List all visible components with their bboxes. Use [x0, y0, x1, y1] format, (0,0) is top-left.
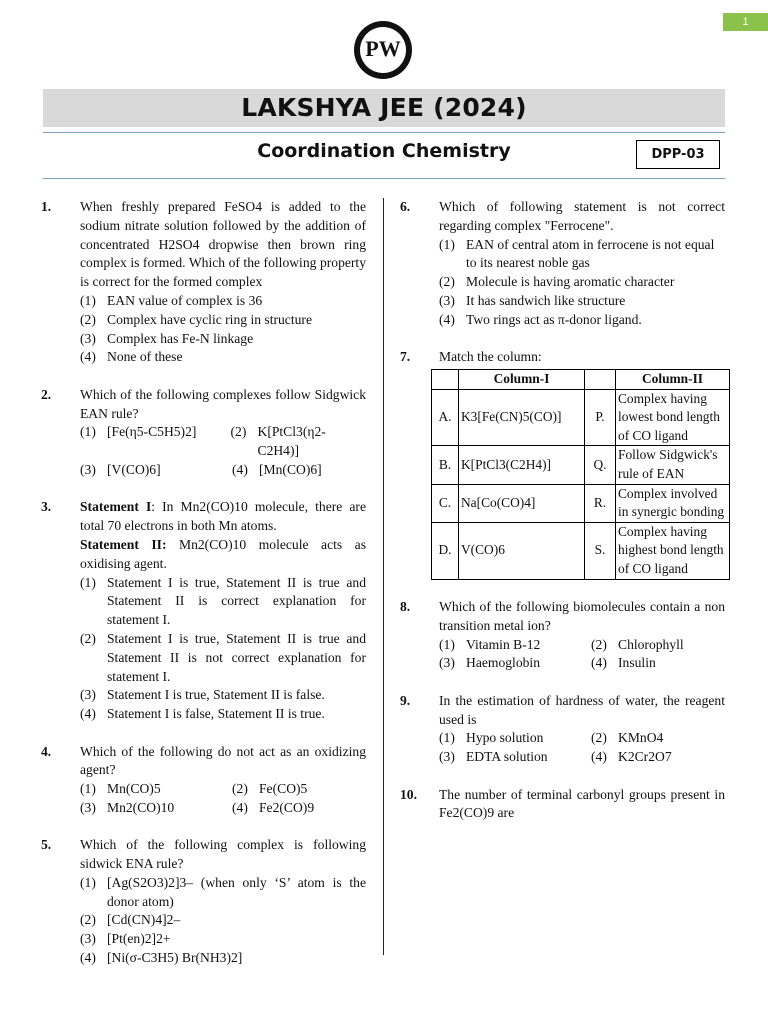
question-text: When freshly prepared FeSO4 is added to the sodium nitrate solution followed by the addition of concentrated H2SO4 dropwise then brown ring complex is formed. Which of the following property is correct for the formed complex: [80, 199, 366, 290]
question-6: 6. Which of following statement is not correct regarding complex "Ferrocene". (1) EAN of central atom in ferrocene is not equal to its nearest noble gas (2) Molecule is having aromatic character (3) It has sandwich like structure (4) Two rings act as π-donor ligand.: [400, 199, 725, 327]
exam-title: LAKSHYA JEE (2024): [43, 89, 725, 127]
column-divider: [383, 198, 384, 955]
question-1: 1. When freshly prepared FeSO4 is added to the sodium nitrate solution followed by the addition of concentrated H2SO4 dropwise then brown ring complex is formed. Which of the following property is correct for the formed complex (1) EAN value of complex is 36 (2) Complex have cyclic ring in structure (3) Complex has Fe-N linkage (4) None of these: [41, 199, 366, 365]
pw-logo: [353, 16, 413, 84]
table-row: D. V(CO)6 S. Complex having highest bond length of CO ligand: [432, 522, 730, 579]
question-10: 10. The number of terminal carbonyl groups present in Fe2(CO)9 are: [400, 786, 725, 821]
header-rule: [43, 132, 725, 133]
page-number: 1: [723, 13, 768, 31]
question-5: 5. Which of the following complex is following sidwick ENA rule? (1) [Ag(S2O3)2]3– (when only ‘S’ atom is the donor atom) (2) [Cd(CN)4]2– (3) [Pt(en)2]2+ (4) [Ni(σ-C3H5) Br(NH3)2]: [41, 837, 366, 966]
question-4: 4. Which of the following do not act as an oxidizing agent? (1) Mn(CO)5 (2) Fe(CO)5 (3) Mn2(CO)10 (4) Fe2(CO)9: [41, 743, 366, 815]
subject-title: Coordination Chemistry: [257, 140, 511, 162]
question-3: 3. Statement I: In Mn2(CO)10 molecule, there are total 70 electrons in both Mn atoms. Statement II: Mn2(CO)10 molecule acts as oxidising agent. (1) Statement I is true, Statement II is true and Statement II is correct explanation for statement I. (2) Statement I is true, Statement II is true and Statement II is not correct explanation for statement I. (3) Statement I is true, Statement II is false. (4) Statement I is false, Statement II is true.: [41, 499, 366, 722]
question-8: 8. Which of the following biomolecules contain a non transition metal ion? (1) Vitamin B-12 (2) Chlorophyll (3) Haemoglobin (4) Insulin: [400, 599, 725, 671]
question-9: 9. In the estimation of hardness of water, the reagent used is (1) Hypo solution (2) KMnO4 (3) EDTA solution (4) K2Cr2O7: [400, 692, 725, 765]
dpp-code-box: DPP-03: [636, 140, 720, 169]
question-2: 2. Which of the following complexes follow Sidgwick EAN rule? (1) [Fe(η5-C5H5)2] (2) K[PtCl3(η2-C2H4)] (3) [V(CO)6] (4) [Mn(CO)6]: [41, 386, 366, 477]
subject-rule: [43, 178, 725, 179]
table-row: C. Na[Co(CO)4] R. Complex involved in synergic bonding: [432, 484, 730, 522]
question-7: 7. Match the column: Column-I Column-II A. K3[Fe(CN)5(CO)] P. Complex having lowest bond length of CO ligand B. K[PtCl3(C2H4)] Q. Follow Sidgwick's rule of EAN C. Na[Co(CO)4] R. Complex involved in synergic bonding D. V(CO)6 S. Complex having highest bond length of CO ligand: [400, 348, 725, 579]
question-text: Which of the following complexes follow Sidgwick EAN rule?: [80, 386, 366, 421]
right-column: [400, 198, 725, 842]
left-column: [41, 198, 366, 986]
table-row: B. K[PtCl3(C2H4)] Q. Follow Sidgwick's rule of EAN: [432, 446, 730, 484]
match-table: Column-I Column-II A. K3[Fe(CN)5(CO)] P. Complex having lowest bond length of CO ligand B. K[PtCl3(C2H4)] Q. Follow Sidgwick's rule of EAN C. Na[Co(CO)4] R. Complex involved in synergic bonding D. V(CO)6 S. Complex having highest bond length of CO ligand: [431, 369, 730, 580]
logo-text: PW: [365, 36, 401, 61]
table-row: A. K3[Fe(CN)5(CO)] P. Complex having lowest bond length of CO ligand: [432, 389, 730, 446]
